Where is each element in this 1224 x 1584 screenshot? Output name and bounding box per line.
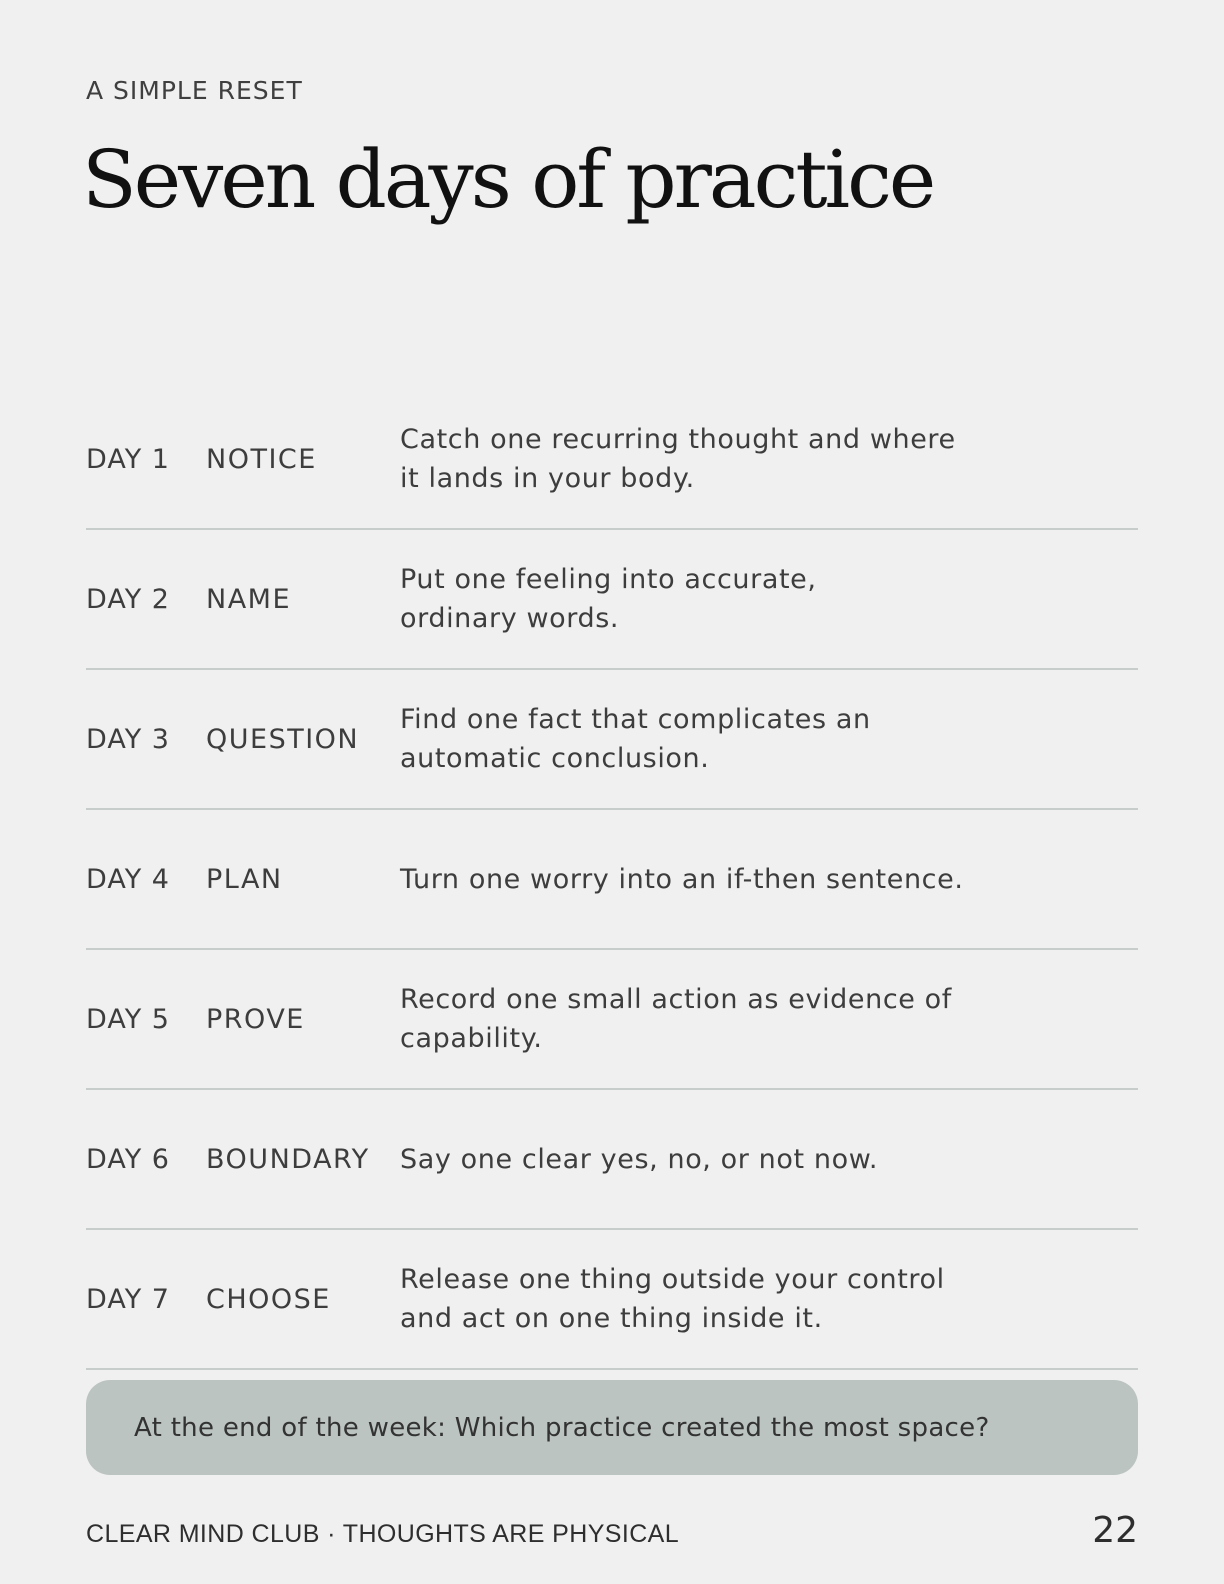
day-label: DAY 2	[86, 583, 170, 615]
day-label: DAY 7	[86, 1283, 170, 1315]
practice-name: CHOOSE	[206, 1283, 331, 1315]
practice-row-day-5	[86, 950, 1138, 1090]
practice-name: NAME	[206, 583, 292, 615]
practice-name: PLAN	[206, 863, 283, 895]
practice-row-day-7	[86, 1230, 1138, 1370]
day-label: DAY 4	[86, 863, 170, 895]
practice-row-day-4	[86, 810, 1138, 950]
reflection-text: At the end of the week: Which practice created the most space?	[134, 1412, 990, 1443]
page-title: Seven days of practice	[82, 133, 934, 226]
practice-row-day-1	[86, 390, 1138, 530]
practice-description: Turn one worry into an if-then sentence.	[400, 863, 964, 895]
practice-description: Put one feeling into accurate, ordinary words.	[400, 564, 817, 634]
reflection-callout	[86, 1380, 1138, 1475]
day-label: DAY 6	[86, 1143, 170, 1175]
practice-name: NOTICE	[206, 443, 317, 475]
practice-row-day-6	[86, 1090, 1138, 1230]
practice-description: Catch one recurring thought and where it lands in your body.	[400, 424, 956, 494]
practice-table	[86, 390, 1138, 1370]
practice-description: Say one clear yes, no, or not now.	[400, 1143, 879, 1175]
section-eyebrow: A SIMPLE RESET	[86, 76, 303, 105]
practice-description: Release one thing outside your control and act on one thing inside it.	[400, 1264, 945, 1334]
practice-name: BOUNDARY	[206, 1143, 370, 1175]
practice-description: Record one small action as evidence of capability.	[400, 984, 952, 1054]
page-number: 22	[1092, 1510, 1138, 1551]
practice-row-day-3	[86, 670, 1138, 810]
page	[82, 0, 1138, 1584]
practice-row-day-2	[86, 530, 1138, 670]
day-label: DAY 3	[86, 723, 170, 755]
day-label: DAY 1	[86, 443, 170, 475]
practice-description: Find one fact that complicates an automatic conclusion.	[400, 704, 871, 774]
practice-name: QUESTION	[206, 723, 360, 755]
footer-brand: CLEAR MIND CLUB · THOUGHTS ARE PHYSICAL	[86, 1520, 680, 1548]
day-label: DAY 5	[86, 1003, 170, 1035]
practice-name: PROVE	[206, 1003, 305, 1035]
